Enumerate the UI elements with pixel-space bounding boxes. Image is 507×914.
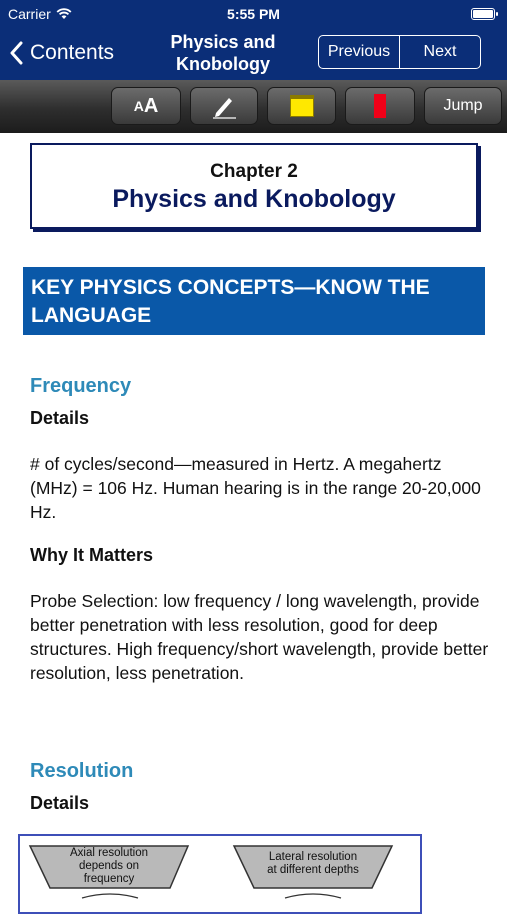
navigation-bar: [0, 28, 507, 80]
chapter-number: Chapter 2: [210, 161, 298, 182]
topic-heading-frequency: Frequency: [30, 375, 132, 397]
figure-label-left-1: Axial resolution: [70, 847, 148, 859]
bookmark-icon: [374, 94, 386, 118]
carrier-label: Carrier: [8, 6, 51, 22]
back-button-label: Contents: [30, 41, 115, 64]
resolution-figure[interactable]: [18, 834, 422, 914]
font-size-big-label: A: [143, 94, 159, 117]
highlighter-icon: [290, 95, 314, 117]
details-heading: Details: [30, 793, 90, 813]
back-button[interactable]: [10, 38, 114, 68]
battery-icon: [471, 8, 495, 20]
previous-button[interactable]: Previous: [327, 43, 391, 60]
jump-button[interactable]: Jump: [424, 87, 502, 125]
font-size-small-label: A: [133, 98, 144, 114]
chapter-header: [30, 143, 478, 229]
bookmark-button[interactable]: [345, 87, 415, 125]
highlight-button[interactable]: [267, 87, 336, 125]
annotate-button[interactable]: [190, 87, 258, 125]
figure-label-left-2: depends on: [78, 860, 140, 872]
details-text: # of cycles/second—measured in Hertz. A megahertz (MHz) = 106 Hz. Human hearing is in the range 20-20,000 Hz.: [30, 454, 481, 522]
status-bar: [0, 0, 507, 28]
figure-label-right-1: Lateral resolution: [268, 851, 358, 863]
page-title: Physics and Knobology: [170, 32, 276, 74]
resolution-diagram: [20, 836, 420, 914]
section-title: KEY PHYSICS CONCEPTS—KNOW THE LANGUAGE: [23, 267, 485, 335]
figure-label-left-3: frequency: [83, 873, 135, 885]
next-button[interactable]: Next: [399, 36, 480, 68]
why-it-matters-heading: Why It Matters: [30, 545, 154, 565]
details-heading: Details: [30, 408, 90, 428]
chapter-title: Physics and Knobology: [112, 185, 396, 213]
topic-heading-resolution: Resolution: [30, 760, 134, 782]
pencil-icon: [209, 93, 239, 119]
clock: 5:55 PM: [227, 6, 280, 22]
why-it-matters-text: Probe Selection: low frequency / long wavelength, provide better penetration with less resolution, good for deep structures. High frequency/short wavelength, provide better resolution, less penetration.: [30, 591, 489, 683]
chevron-left-icon: [10, 41, 24, 65]
font-size-button[interactable]: [111, 87, 181, 125]
prev-next-control: [318, 35, 481, 69]
reader-toolbar: [0, 80, 507, 133]
figure-label-right-2: at different depths: [267, 864, 359, 876]
